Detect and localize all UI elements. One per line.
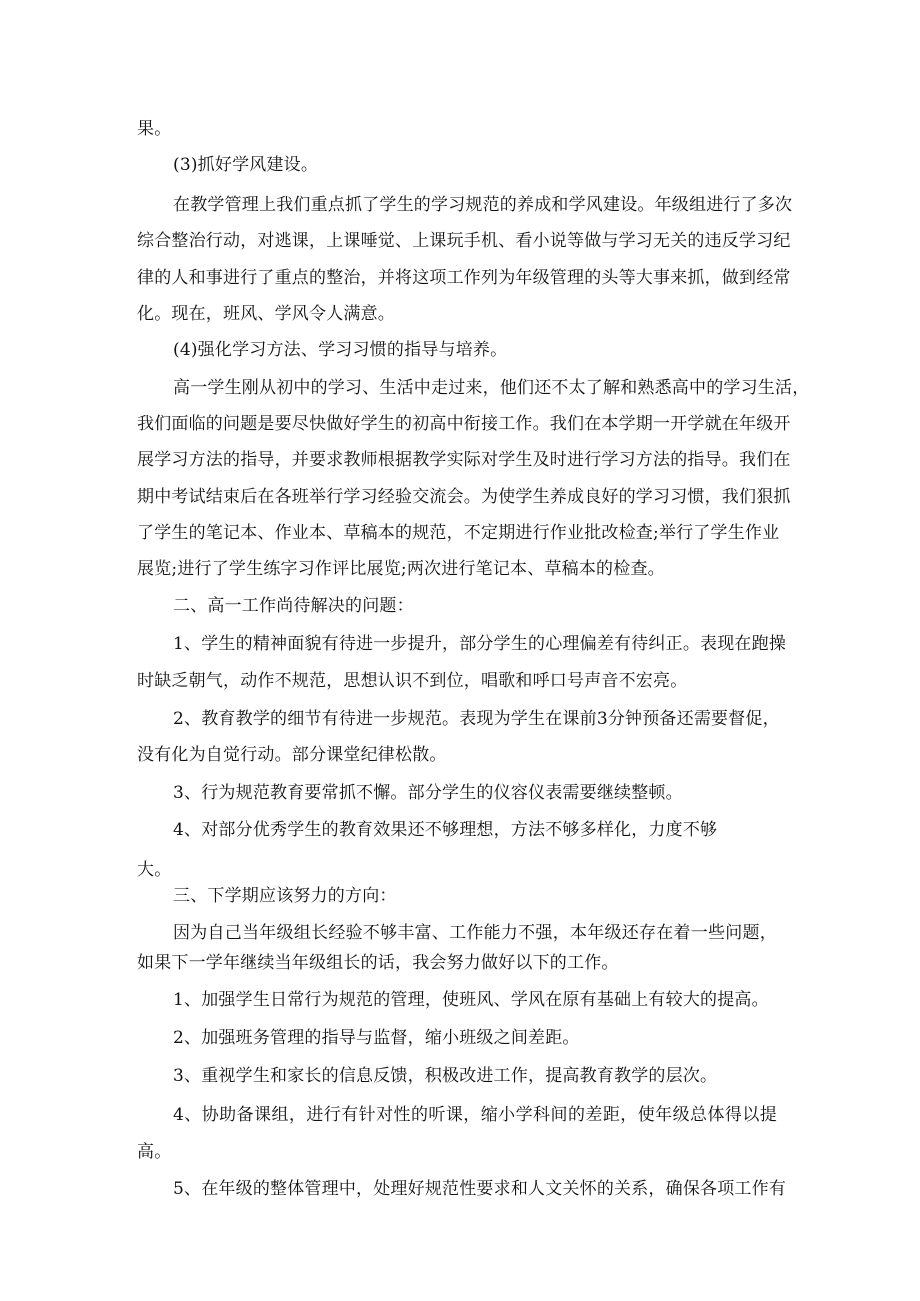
text-line: 3、行为规范教育要常抓不懈。部分学生的仪容仪表需要继续整顿。 [173,783,683,803]
text-line: 时缺乏朝气，动作不规范，思想认识不到位，唱歌和呼口号声音不宏亮。 [137,671,688,691]
text-line: 大。 [137,860,172,880]
text-line: 果。 [137,119,172,139]
text-line: 如果下一学年继续当年级组长的话，我会努力做好以下的工作。 [137,953,619,973]
text-line: 2、加强班务管理的指导与监督，缩小班级之间差距。 [173,1028,580,1048]
section-heading: 二、高一工作尚待解决的问题： [173,596,414,616]
text-line: 期中考试结束后在各班举行学习经验交流会。为使学生养成良好的学习习惯，我们狠抓 [137,487,791,507]
text-line: 展学习方法的指导，并要求教师根据教学实际对学生及时进行学习方法的指导。我们在 [137,450,791,470]
text-line: 我们面临的问题是要尽快做好学生的初高中衔接工作。我们在本学期一开学就在年级开 [137,414,791,434]
text-line: 展览;进行了学生练字习作评比展览;两次进行笔记本、草稿本的检查。 [137,559,665,579]
text-line: 高一学生刚从初中的学习、生活中走过来，他们还不太了解和熟悉高中的学习生活， [173,378,810,398]
section-heading: (3)抓好学风建设。 [173,155,319,175]
text-line: 5、在年级的整体管理中，处理好规范性要求和人文关怀的关系，确保各项工作有 [173,1179,787,1199]
text-line: 4、协助备课组，进行有针对性的听课，缩小学科间的差距，使年级总体得以提 [173,1105,777,1125]
text-line: 4、对部分优秀学生的教育效果还不够理想，方法不够多样化，力度不够 [173,820,718,840]
text-line: 综合整治行动，对逃课，上课唾觉、上课玩手机、看小说等做与学习无关的违反学习纪 [137,231,791,251]
text-line: 高。 [137,1142,172,1162]
text-line: 2、教育教学的细节有待进一步规范。表现为学生在课前3分钟预备还需要督促， [173,709,780,729]
text-line: 化。现在，班风、学风令人满意。 [137,304,395,324]
text-line: 在教学管理上我们重点抓了学生的学习规范的养成和学风建设。年级组进行了多次 [173,195,793,215]
text-line: 1、学生的精神面貌有待进一步提升，部分学生的心理偏差有待纠正。表现在跑操 [173,634,787,654]
text-line: 因为自己当年级组长经验不够丰富、工作能力不强，本年级还存在着一些问题， [173,923,777,943]
text-line: 3、重视学生和家长的信息反馈，积极改进工作，提高教育教学的层次。 [173,1066,718,1086]
text-line: 律的人和事进行了重点的整治，并将这项工作列为年级管理的头等大事来抓，做到经常 [137,268,791,288]
section-heading: 三、下学期应该努力的方向： [173,886,397,906]
text-line: 1、加强学生日常行为规范的管理，使班风、学风在原有基础上有较大的提高。 [173,990,769,1010]
section-heading: (4)强化学习方法、学习习惯的指导与培养。 [173,340,508,360]
text-line: 了学生的笔记本、作业本、草稿本的规范，不定期进行作业批改检查;举行了学生作业 [137,523,780,543]
text-line: 没有化为自觉行动。部分课堂纪律松散。 [137,745,447,765]
